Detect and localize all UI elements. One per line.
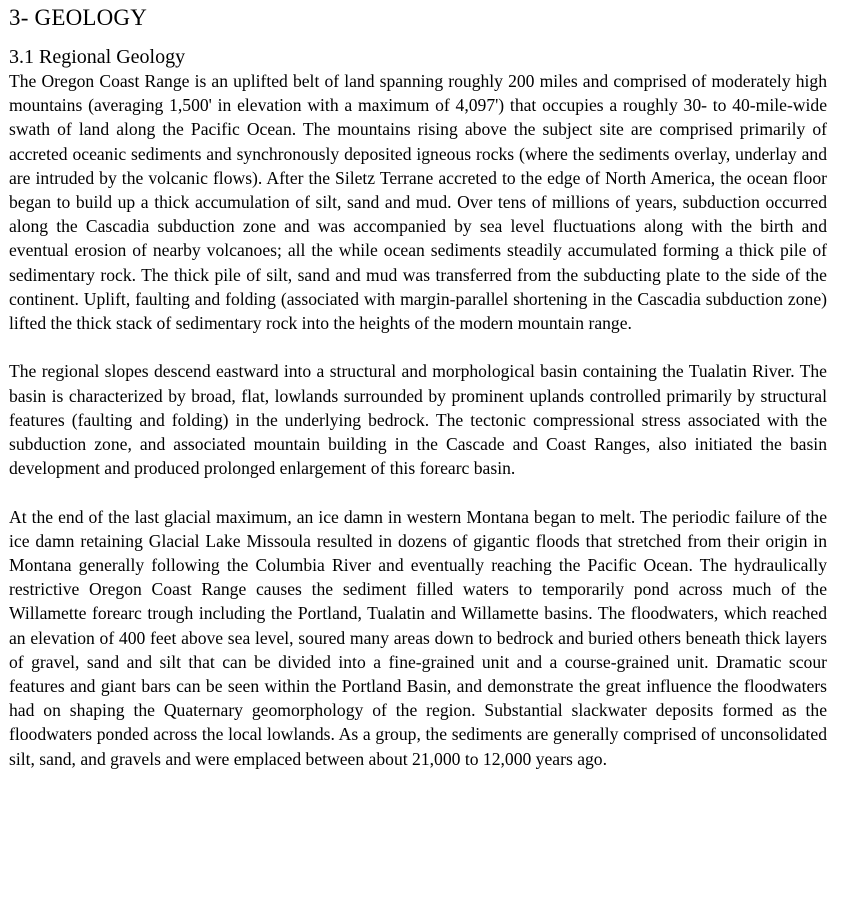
paragraph-coast-range: The Oregon Coast Range is an uplifted belt of land spanning roughly 200 miles and comprised of moderately high mountains (averaging 1,500' in elevation with a maximum of 4,097') that occupies a roughly 30- to 40-mile-wide swath of land along the Pacific Ocean. The mountains rising above the subject site are comprised primarily of accreted oceanic sediments and synchronously deposited igneous rocks (where the sediments overlay, underlay and are intruded by the volcanic flows). After the Siletz Terrane accreted to the edge of North America, the ocean floor began to build up a thick accumulation of silt, sand and mud. Over tens of millions of years, subduction occurred along the Cascadia subduction zone and was accompanied by sea level fluctuations along with the birth and eventual erosion of nearby volcanoes; all the while ocean sediments steadily accumulated forming a thick pile of sedimentary rock. The thick pile of silt, sand and mud was transferred from the subducting plate to the side of the continent. Uplift, faulting and folding (associated with margin-parallel shortening in the Cascadia subduction zone) lifted the thick stack of sedimentary rock into the heights of the modern mountain range. — [9, 71, 827, 334]
section-heading: 3- GEOLOGY — [9, 5, 148, 30]
document-page — [9, 4, 827, 771]
subsection-heading: 3.1 Regional Geology — [9, 46, 186, 68]
paragraph-tualatin-basin: The regional slopes descend eastward into a structural and morphological basin containing the Tualatin River. The basin is characterized by broad, flat, lowlands surrounded by prominent uplands controlled primarily by structural features (faulting and folding) in the underlying bedrock. The tectonic compressional stress associated with the subduction zone, and associated mountain building in the Cascade and Coast Ranges, also initiated the basin development and produced prolonged enlargement of this forearc basin. — [9, 361, 827, 479]
paragraph-missoula-floods: At the end of the last glacial maximum, an ice damn in western Montana began to melt. The periodic failure of the ice damn retaining Glacial Lake Missoula resulted in dozens of gigantic floods that stretched from their origin in Montana generally following the Columbia River and eventually reaching the Pacific Ocean. The hydraulically restrictive Oregon Coast Range causes the sediment filled waters to temporarily pond across much of the Willamette forearc trough including the Portland, Tualatin and Willamette basins. The floodwaters, which reached an elevation of 400 feet above sea level, soured many areas down to bedrock and buried others beneath thick layers of gravel, sand and silt that can be divided into a fine-grained unit and a course-grained unit. Dramatic scour features and giant bars can be seen within the Portland Basin, and demonstrate the great influence the floodwaters had on shaping the Quaternary geomorphology of the region. Substantial slackwater deposits formed as the floodwaters ponded across the local lowlands. As a group, the sediments are generally comprised of unconsolidated silt, sand, and gravels and were emplaced between about 21,000 to 12,000 years ago. — [9, 506, 827, 769]
